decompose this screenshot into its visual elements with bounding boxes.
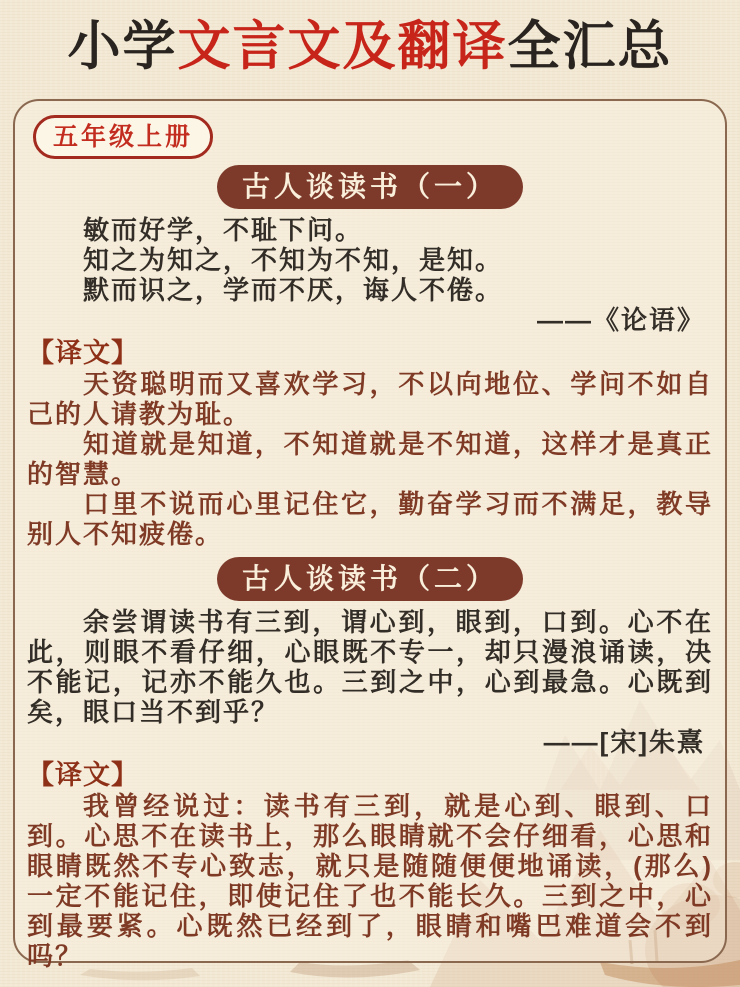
translation-paragraph: 我曾经说过：读书有三到，就是心到、眼到、口到。心思不在读书上，那么眼睛就不会仔细看，心思和眼睛既然不专心致志，就只是随随便便地诵读，(那么)一定不能记住，即使记住了也不能长久。三到之中，心到最要紧。心既然已经到了，眼睛和嘴巴难道会不到吗？ bbox=[27, 791, 713, 971]
page-title bbox=[0, 0, 740, 82]
grade-badge: 五年级上册 bbox=[33, 115, 213, 159]
section-title-pill-2: 古人谈读书（二） bbox=[217, 557, 523, 601]
translation-paragraph: 口里不说而心里记住它，勤奋学习而不满足，教导别人不知疲倦。 bbox=[27, 489, 713, 549]
translation-label-2: 【译文】 bbox=[27, 760, 139, 790]
content-panel bbox=[13, 99, 727, 971]
page-title-part-red: 文言文及翻译 bbox=[177, 17, 508, 76]
translation-label-1: 【译文】 bbox=[27, 338, 139, 368]
page-title-part-black-right: 全汇总 bbox=[507, 17, 673, 76]
original-text-line: 默而识之，学而不厌，诲人不倦。 bbox=[83, 275, 504, 305]
translation-paragraph: 知道就是知道，不知道就是不知道，这样才是真正的智慧。 bbox=[27, 429, 713, 489]
original-text-line: 知之为知之，不知为不知，是知。 bbox=[83, 245, 504, 275]
translation-paragraph: 天资聪明而又喜欢学习，不以向地位、学问不如自己的人请教为耻。 bbox=[27, 369, 713, 429]
section-title-pill-1: 古人谈读书（一） bbox=[217, 165, 523, 209]
original-text-line: 敏而好学，不耻下问。 bbox=[83, 215, 364, 245]
original-text-paragraph-2: 余尝谓读书有三到，谓心到，眼到，口到。心不在此，则眼不看仔细，心眼既不专一，却只漫浪诵读，决不能记，记亦不能久也。三到之中，心到最急。心既到矣，眼口当不到乎？ bbox=[27, 607, 713, 727]
section-reading-2 bbox=[27, 557, 713, 971]
source-attribution-1: ——《论语》 bbox=[536, 305, 705, 335]
page-title-part-black-left: 小学 bbox=[67, 17, 178, 76]
source-attribution-2: ——[宋]朱熹 bbox=[543, 727, 705, 757]
section-reading-1 bbox=[27, 165, 713, 549]
original-text-block-1 bbox=[27, 215, 713, 305]
